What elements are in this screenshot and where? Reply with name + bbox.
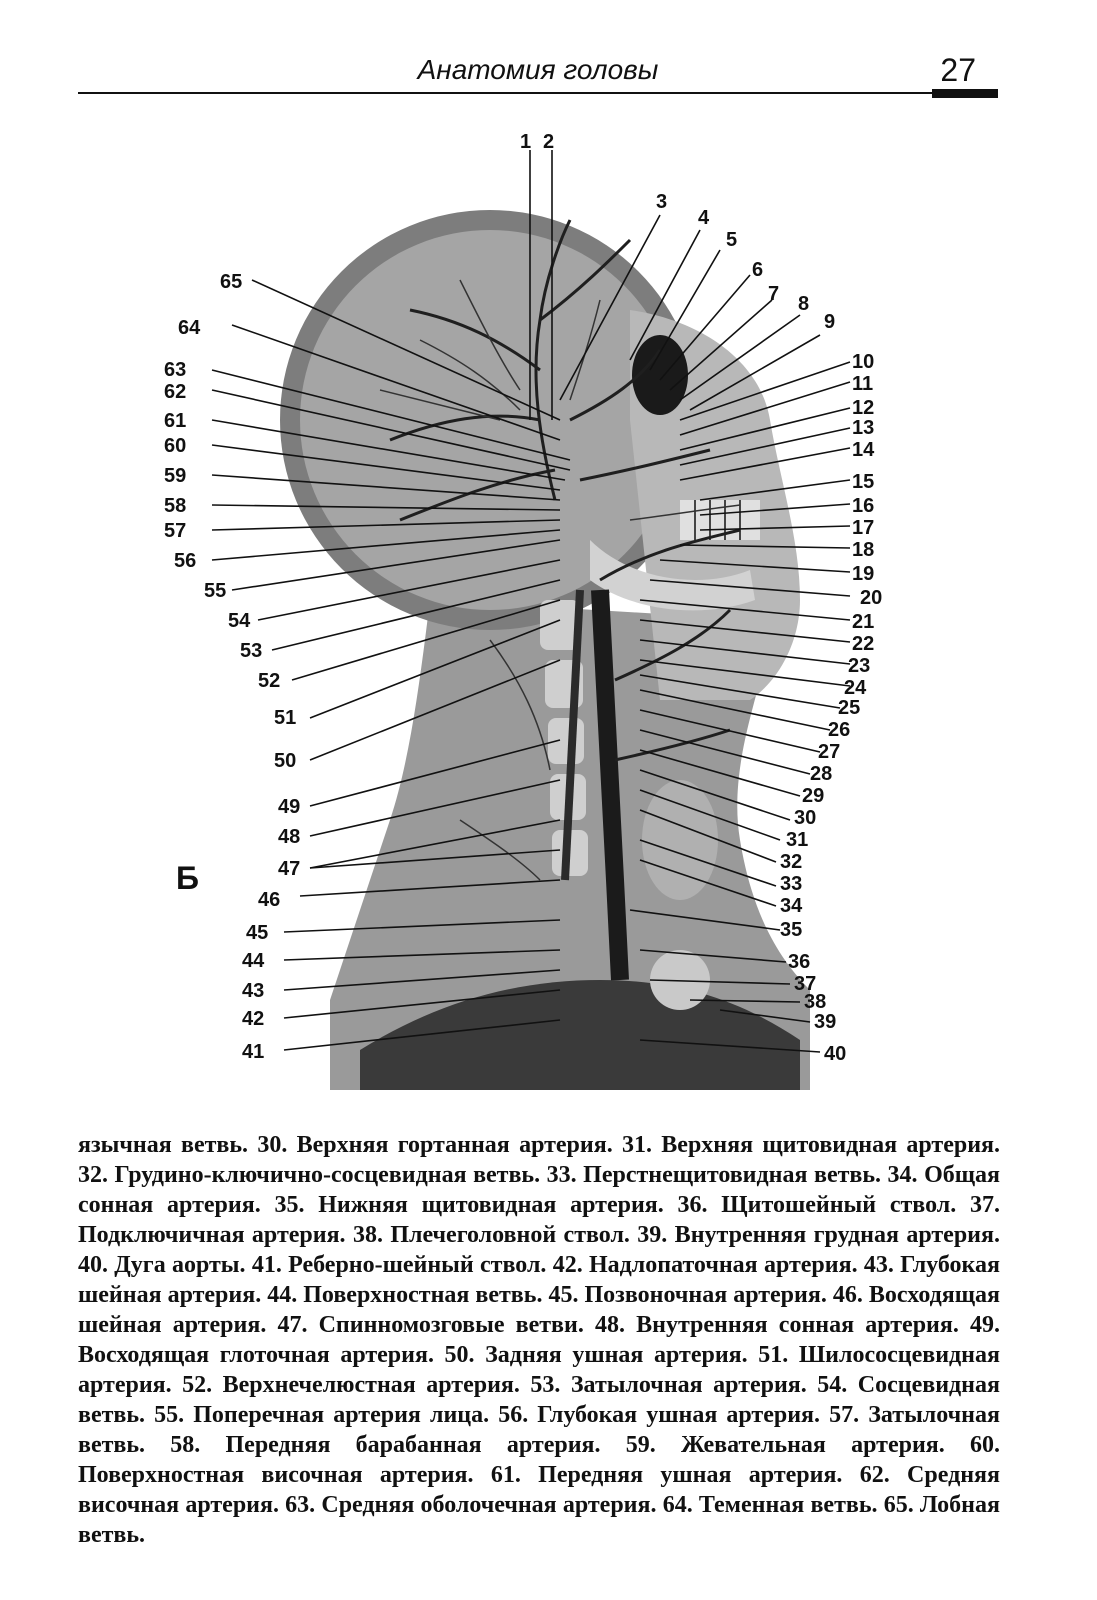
label-59: 59 bbox=[164, 465, 187, 487]
label-64: 64 bbox=[178, 317, 201, 339]
figure-caption: язычная ветвь. 30. Верхняя гортанная артерия. 31. Верхняя щитовидная артерия. 32. Грудино-ключично-сосцевидная ветвь. 33. Перстнещитовидная ветвь. 34. Общая сонная артерия. 35. Нижняя щитовидная артерия. 36. Щитошейный ствол. 37. Подключичная артерия. 38. Плечеголовной ствол. 39. Внутренняя грудная артерия. 40. Дуга аорты. 41. Реберно-шейный ствол. 42. Надлопаточная артерия. 43. Глубокая шейная артерия. 44. Поверхностная ветвь. 45. Позвоночная артерия. 46. Восходящая шейная артерия. 47. Спинномозговые ветви. 48. Внутренняя сонная артерия. 49. Восходящая глоточная артерия. 50. Задняя ушная артерия. 51. Шилососцевидная артерия. 52. Верхнечелюстная артерия. 53. Затылочная артерия. 54. Сосцевидная ветвь. 55. Поперечная артерия лица. 56. Глубокая ушная артерия. 57. Затылочная ветвь. 58. Передняя барабанная артерия. 59. Жевательная артерия. 60. Поверхностная височная артерия. 61. Передняя ушная артерия. 62. Средняя височная артерия. 63. Средняя оболочечная артерия. 64. Теменная ветвь. 65. Лобная ветвь. bbox=[78, 1132, 1000, 1548]
label-53: 53 bbox=[240, 640, 263, 662]
label-45: 45 bbox=[246, 922, 269, 944]
label-19: 19 bbox=[852, 563, 875, 585]
page-header bbox=[78, 48, 998, 100]
running-title: Анатомия головы bbox=[417, 54, 659, 85]
label-37: 37 bbox=[794, 973, 817, 995]
left-callouts bbox=[164, 271, 300, 1063]
label-33: 33 bbox=[780, 873, 803, 895]
label-28: 28 bbox=[810, 763, 833, 785]
label-39: 39 bbox=[814, 1011, 837, 1033]
label-56: 56 bbox=[174, 550, 197, 572]
label-42: 42 bbox=[242, 1008, 265, 1030]
label-52: 52 bbox=[258, 670, 281, 692]
label-35: 35 bbox=[780, 919, 803, 941]
label-15: 15 bbox=[852, 471, 875, 493]
label-16: 16 bbox=[852, 495, 875, 517]
label-41: 41 bbox=[242, 1041, 265, 1063]
label-13: 13 bbox=[852, 417, 875, 439]
label-32: 32 bbox=[780, 851, 803, 873]
label-29: 29 bbox=[802, 785, 825, 807]
label-14: 14 bbox=[852, 439, 875, 461]
label-63: 63 bbox=[164, 359, 187, 381]
label-55: 55 bbox=[204, 580, 227, 602]
label-60: 60 bbox=[164, 435, 187, 457]
label-51: 51 bbox=[274, 707, 297, 729]
label-26: 26 bbox=[828, 719, 851, 741]
header-rule-block bbox=[932, 89, 998, 98]
label-27: 27 bbox=[818, 741, 841, 763]
label-46: 46 bbox=[258, 889, 281, 911]
label-2: 2 bbox=[543, 131, 555, 153]
label-65: 65 bbox=[220, 271, 243, 293]
label-61: 61 bbox=[164, 410, 187, 432]
page-number: 27 bbox=[940, 52, 976, 88]
label-40: 40 bbox=[824, 1043, 847, 1065]
label-54: 54 bbox=[228, 610, 251, 632]
label-8: 8 bbox=[798, 293, 810, 315]
label-31: 31 bbox=[786, 829, 809, 851]
header-rule bbox=[78, 92, 998, 94]
label-6: 6 bbox=[752, 259, 764, 281]
label-1: 1 bbox=[520, 131, 532, 153]
label-22: 22 bbox=[852, 633, 875, 655]
label-4: 4 bbox=[698, 207, 710, 229]
label-9: 9 bbox=[824, 311, 836, 333]
label-36: 36 bbox=[788, 951, 811, 973]
head-neck-arteries-figure bbox=[160, 120, 940, 1100]
label-47: 47 bbox=[278, 858, 301, 880]
panel-label: Б bbox=[176, 860, 199, 896]
label-24: 24 bbox=[844, 677, 867, 699]
label-38: 38 bbox=[804, 991, 827, 1013]
label-49: 49 bbox=[278, 796, 301, 818]
label-11: 11 bbox=[852, 373, 874, 395]
label-10: 10 bbox=[852, 351, 875, 373]
label-5: 5 bbox=[726, 229, 738, 251]
label-30: 30 bbox=[794, 807, 817, 829]
label-20: 20 bbox=[860, 587, 883, 609]
label-18: 18 bbox=[852, 539, 875, 561]
label-58: 58 bbox=[164, 495, 187, 517]
label-50: 50 bbox=[274, 750, 297, 772]
anatomy-illustration bbox=[160, 120, 940, 1100]
label-62: 62 bbox=[164, 381, 187, 403]
label-12: 12 bbox=[852, 397, 875, 419]
label-25: 25 bbox=[838, 697, 861, 719]
label-48: 48 bbox=[278, 826, 301, 848]
label-17: 17 bbox=[852, 517, 875, 539]
label-7: 7 bbox=[768, 283, 780, 305]
label-21: 21 bbox=[852, 611, 875, 633]
label-23: 23 bbox=[848, 655, 871, 677]
label-34: 34 bbox=[780, 895, 803, 917]
label-3: 3 bbox=[656, 191, 668, 213]
label-44: 44 bbox=[242, 950, 265, 972]
label-43: 43 bbox=[242, 980, 265, 1002]
label-57: 57 bbox=[164, 520, 187, 542]
